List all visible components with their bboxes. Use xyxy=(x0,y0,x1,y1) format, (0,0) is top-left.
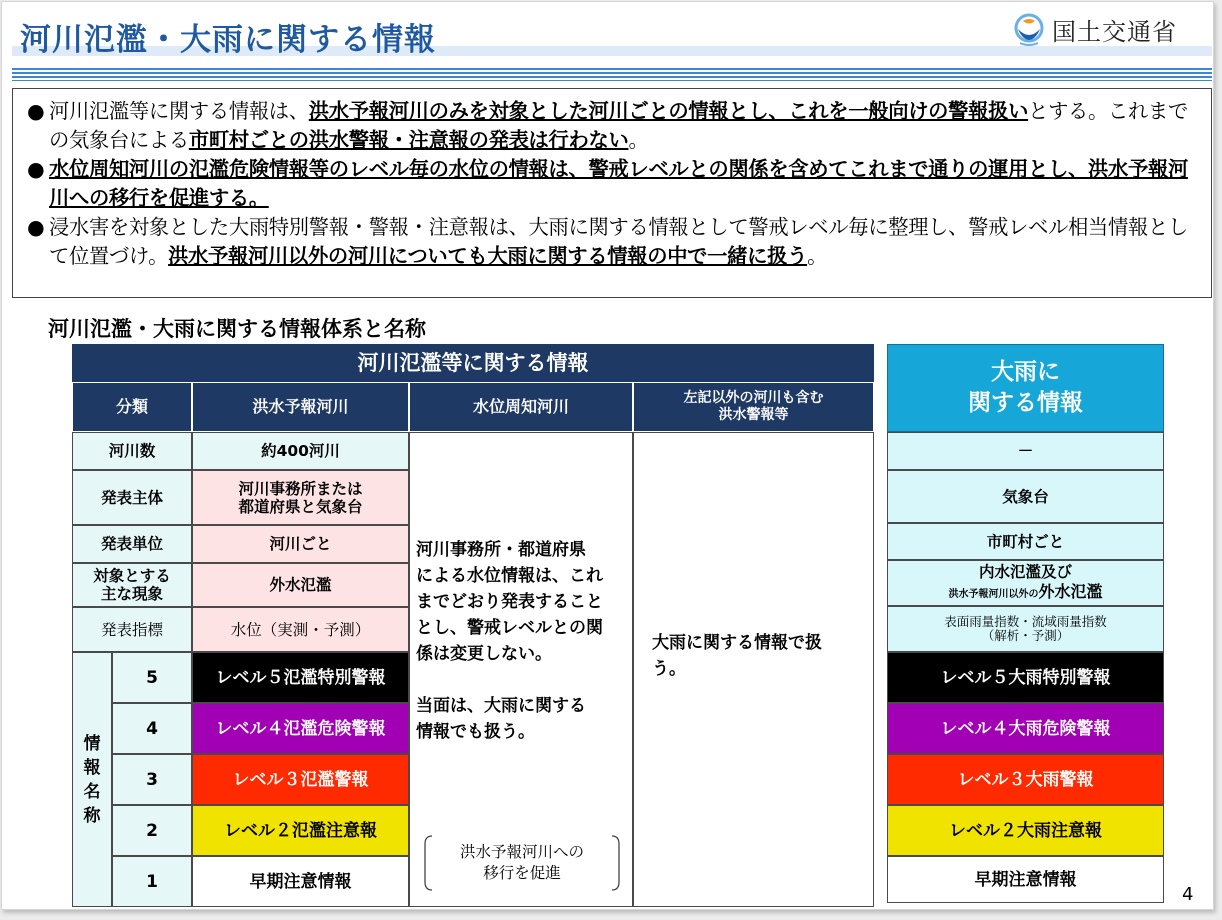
header-other-rivers xyxy=(633,382,874,432)
header-other-line2: 洪水警報等 xyxy=(718,407,789,423)
promotion-text xyxy=(422,834,622,892)
bullet-emphasis: 洪水予報河川のみを対象とした河川ごとの情報とし、これを一般向けの警報扱い xyxy=(308,99,1029,123)
row-label-unit: 発表単位 xyxy=(72,525,192,563)
level-river-column xyxy=(409,432,633,907)
river-level5-name: レベル５氾濫特別警報 xyxy=(192,652,409,703)
issuer-line1: 河川事務所または xyxy=(238,479,363,498)
row-value-phenomenon: 外水氾濫 xyxy=(192,563,409,607)
text-line: 移行を促進 xyxy=(483,864,561,882)
mlit-logo-text: 国土交通省 xyxy=(1052,18,1177,46)
rain-title-line1: 大雨に xyxy=(991,359,1060,385)
rain-phenomenon-big: 外水氾濫 xyxy=(1038,581,1103,601)
row-value-indicator: 水位（実測・予測） xyxy=(192,607,409,652)
bullet-dot-icon: ● xyxy=(27,157,45,181)
bullet-text: 浸水害を対象とした大雨特別警報・警報・注意報は、大雨に関する情報として警戒レベル毎に整理し、警戒レベル相当情報として位置づけ。 xyxy=(49,215,1188,268)
level-number: 5 xyxy=(112,652,192,703)
bullet-dot-icon: ● xyxy=(27,215,45,239)
text-line: 係は変更しない。 xyxy=(416,644,552,664)
level-number: 4 xyxy=(112,703,192,754)
row-label-issuer: 発表主体 xyxy=(72,470,192,525)
row-value-unit: 河川ごと xyxy=(192,525,409,563)
bullet-emphasis: 市町村ごとの洪水警報・注意報の発表は行わない xyxy=(188,128,629,152)
rain-indicator-line1: 表面雨量指数・流域雨量指数 xyxy=(944,614,1107,629)
rain-indicator xyxy=(887,606,1164,652)
text-line: う。 xyxy=(652,659,686,679)
section-subtitle: 河川氾濫・大雨に関する情報体系と名称 xyxy=(48,317,426,341)
row-label-indicator: 発表指標 xyxy=(72,607,192,652)
bullet-item xyxy=(23,97,1201,155)
info-name-label xyxy=(72,652,112,907)
bullet-text: 。 xyxy=(807,244,828,268)
text-line: 情報でも扱う。 xyxy=(416,722,535,742)
rain-level4-name: レベル４大雨危険警報 xyxy=(887,703,1164,754)
phenomenon-label-line1: 対象とする xyxy=(93,567,171,585)
river-level1-name: 早期注意情報 xyxy=(192,856,409,907)
slide xyxy=(1,1,1214,910)
row-label-count: 河川数 xyxy=(72,432,192,470)
bullet-item xyxy=(23,213,1201,271)
issuer-line2: 都道府県と気象台 xyxy=(238,497,363,516)
rain-level5-name: レベル５大雨特別警報 xyxy=(887,652,1164,703)
rain-table-title xyxy=(887,344,1164,432)
rain-phenomenon-line2 xyxy=(948,582,1102,604)
row-value-issuer xyxy=(192,470,409,525)
text-line: までどおり発表すること xyxy=(416,592,603,612)
river-level4-name: レベル４氾濫危険警報 xyxy=(192,703,409,754)
page-title: 河川氾濫・大雨に関する情報 xyxy=(20,22,436,58)
river-level3-name: レベル３氾濫警報 xyxy=(192,754,409,805)
info-name-char: 称 xyxy=(83,805,101,826)
river-level2-name: レベル２氾濫注意報 xyxy=(192,805,409,856)
info-name-char: 情 xyxy=(83,733,101,754)
bullet-text: 。 xyxy=(628,128,649,152)
header-forecast-river: 洪水予報河川 xyxy=(192,382,409,432)
rain-unit: 市町村ごと xyxy=(887,523,1164,560)
level-number: 2 xyxy=(112,805,192,856)
rain-level1-name: 早期注意情報 xyxy=(887,856,1164,903)
rain-title-line2: 関する情報 xyxy=(968,390,1083,416)
header-category: 分類 xyxy=(72,382,192,432)
rain-phenomenon-small: 洪水予報河川以外の xyxy=(948,588,1039,600)
text-line: 当面は、大雨に関する xyxy=(416,696,586,716)
mlit-emblem-icon xyxy=(1014,13,1044,47)
page-number: 4 xyxy=(1182,884,1194,905)
rain-level3-name: レベル３大雨警報 xyxy=(887,754,1164,805)
text-line: による水位情報は、これ xyxy=(416,566,603,586)
level-number: 3 xyxy=(112,754,192,805)
rain-issuer: 気象台 xyxy=(887,470,1164,523)
promotion-note xyxy=(422,834,622,892)
header-other-line1: 左記以外の河川も含む xyxy=(683,390,824,406)
bullet-dot-icon: ● xyxy=(27,99,45,123)
text-line: とし、警戒レベルとの関 xyxy=(416,618,603,638)
level-number: 1 xyxy=(112,856,192,907)
rain-phenomenon xyxy=(887,560,1164,606)
mlit-logo xyxy=(1014,12,1177,47)
header-level-river: 水位周知河川 xyxy=(409,382,633,432)
info-name-char: 名 xyxy=(83,781,101,802)
bullet-item xyxy=(23,155,1201,213)
rain-count: － xyxy=(887,432,1164,470)
bullet-emphasis: 水位周知河川の氾濫危険情報等のレベル毎の水位の情報は、警戒レベルとの関係を含めてこれまで通りの運用とし、洪水予報河川への移行を促進する。 xyxy=(49,157,1188,210)
other-rivers-column xyxy=(633,432,874,907)
bullet-text: 河川氾濫等に関する情報は、 xyxy=(49,99,309,123)
bullet-text: とする。これまでの気象台による xyxy=(49,99,1188,152)
text-line: 大雨に関する情報で扱 xyxy=(652,633,822,653)
level-river-text xyxy=(416,537,630,745)
info-name-char: 報 xyxy=(83,757,101,778)
rain-level2-name: レベル２大雨注意報 xyxy=(887,805,1164,856)
phenomenon-label-line2: 主な現象 xyxy=(100,585,163,603)
other-rivers-text xyxy=(652,630,867,682)
river-table-title: 河川氾濫等に関する情報 xyxy=(72,344,874,382)
bullet-emphasis: 洪水予報河川以外の河川についても大雨に関する情報の中で一緒に扱う xyxy=(168,244,808,268)
rain-phenomenon-line1: 内水氾濫及び xyxy=(978,562,1072,581)
row-label-phenomenon xyxy=(72,563,192,607)
title-underline xyxy=(12,68,1212,81)
row-value-count: 約400河川 xyxy=(192,432,409,470)
text-line: 洪水予報河川への xyxy=(459,843,584,861)
summary-box xyxy=(12,88,1212,298)
text-line: 河川事務所・都道府県 xyxy=(416,540,586,560)
rain-indicator-line2: （解析・予測） xyxy=(981,628,1070,643)
